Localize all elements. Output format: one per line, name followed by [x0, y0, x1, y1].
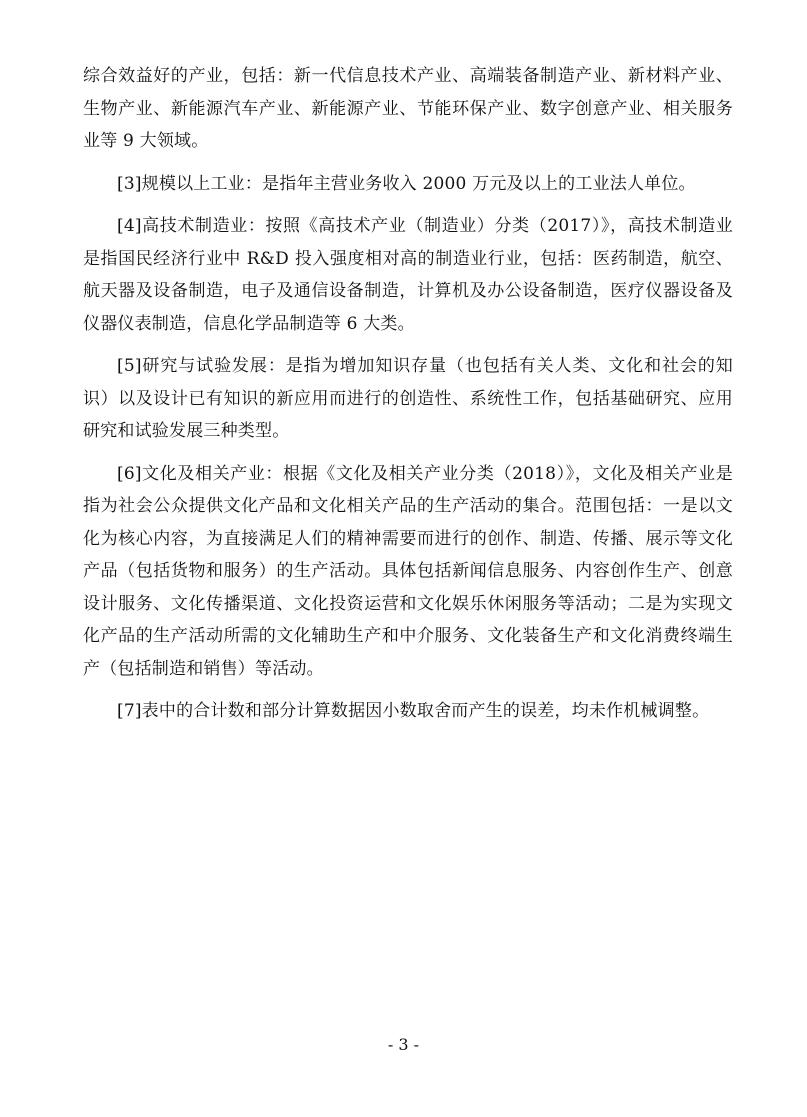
note-5-research-development: [5]研究与试验发展：是指为增加知识存量（也包括有关人类、文化和社会的知识）以及设计已有知识的新应用而进行的创造性、系统性工作，包括基础研究、应用研究和试验发展三种类型。	[83, 356, 733, 441]
note-continuation: 综合效益好的产业，包括：新一代信息技术产业、高端装备制造产业、新材料产业、生物产业、新能源汽车产业、新能源产业、节能环保产业、数字创意产业、相关服务业等 9 大领域。	[83, 66, 733, 151]
page-number: - 3 -	[387, 1035, 420, 1054]
note-7-rounding: [7]表中的合计数和部分计算数据因小数取舍而产生的误差，均未作机械调整。	[117, 701, 710, 721]
note-3-industrial-scale: [3]规模以上工业：是指年主营业务收入 2000 万元及以上的工业法人单位。	[117, 173, 696, 194]
note-6-cultural-industries: [6]文化及相关产业：根据《文化及相关产业分类（2018）》，文化及相关产业是指为社会公众提供文化产品和文化相关产品的生产活动的集合。范围包括：一是以文化为核心内容，为直接满足人们的精神需要而进行的创作、制造、传播、展示等文化产品（包括货物和服务）的生产活动。具体包括新闻信息服务、内容创作生产、创意设计服务、文化传播渠道、文化投资运营和文化娱乐休闲服务等活动；二是为实现文化产品的生产活动所需的文化辅助生产和中介服务、文化装备生产和文化消费终端生产（包括制造和销售）等活动。	[83, 463, 733, 679]
note-4-high-tech-manufacturing: [4]高技术制造业：按照《高技术产业（制造业）分类（2017）》，高技术制造业是指国民经济行业中 R&D 投入强度相对高的制造业行业，包括：医药制造，航空、航天器及设备制造，电子及通信设备制造，计算机及办公设备制造，医疗仪器设备及仪器仪表制造，信息化学品制造等 6 大类。	[83, 216, 733, 334]
notes-section	[83, 60, 733, 738]
